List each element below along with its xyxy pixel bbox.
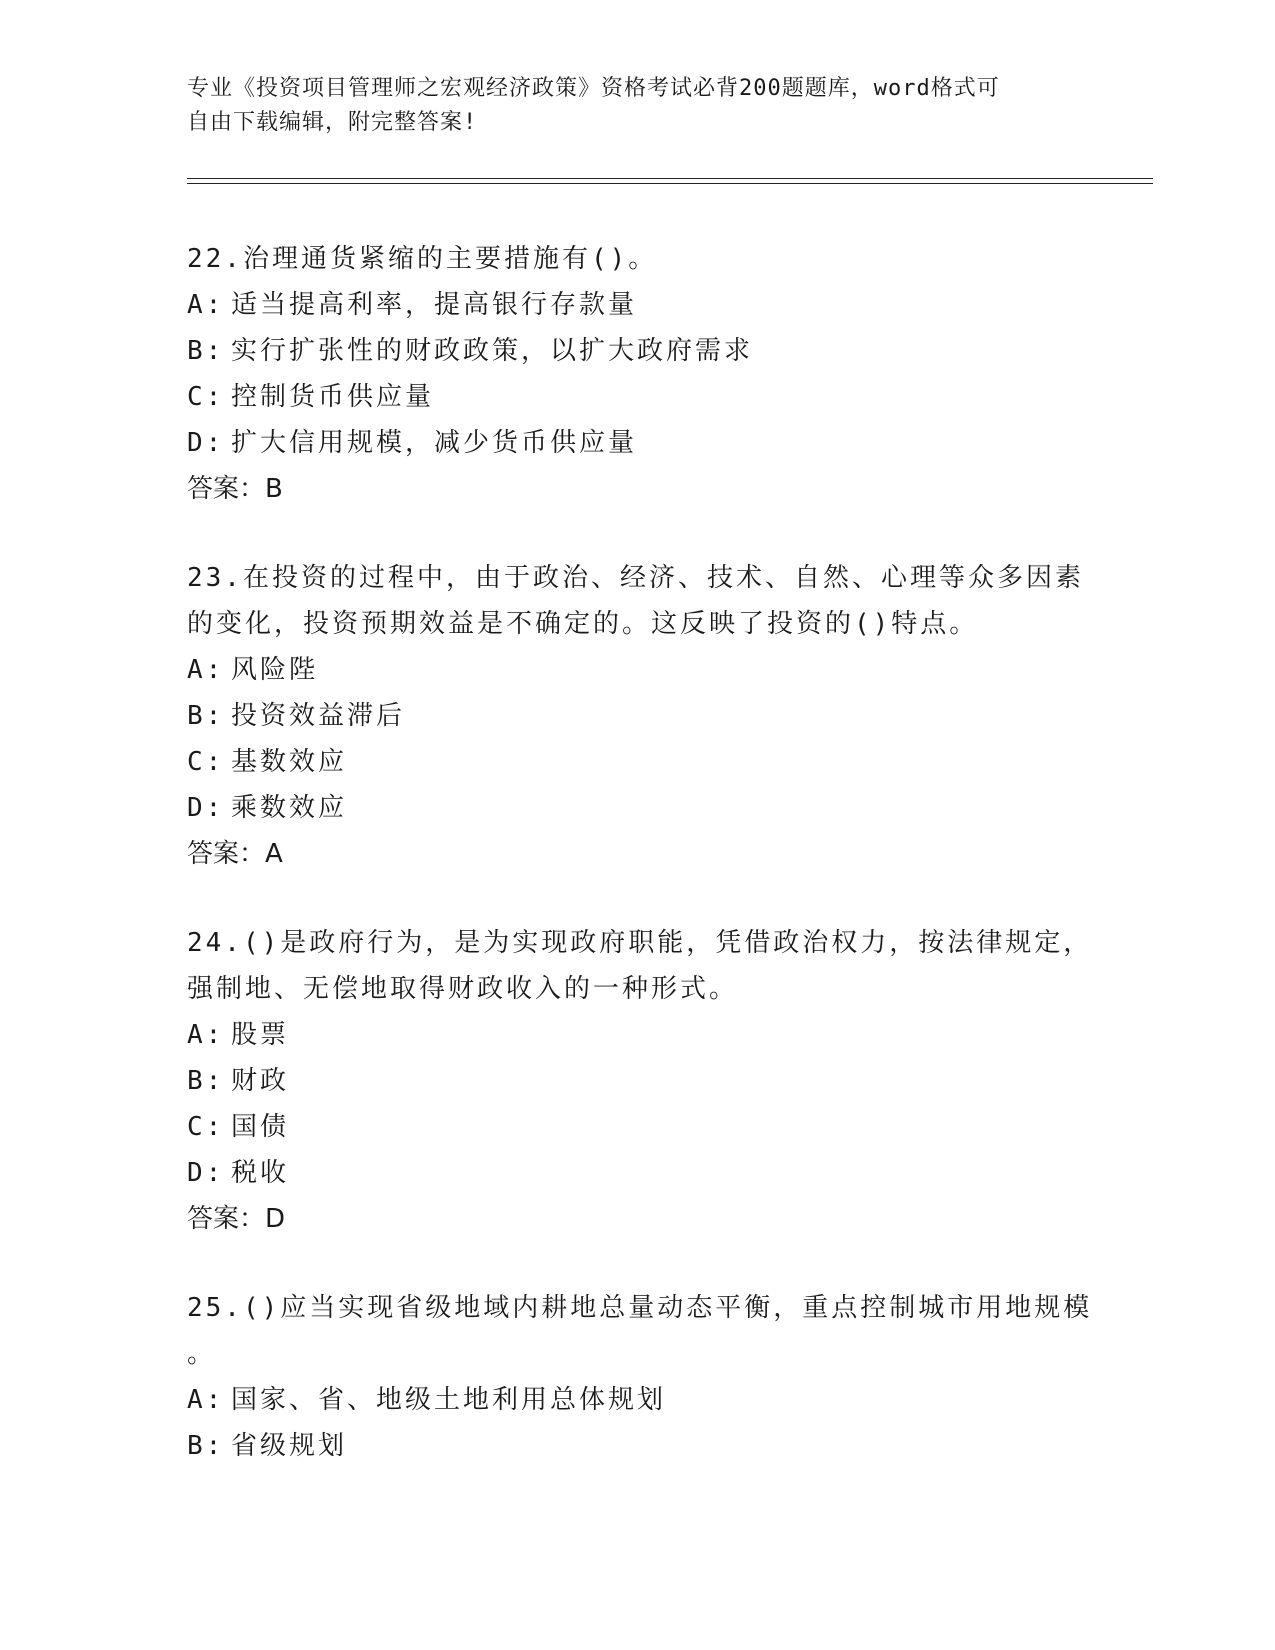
question-24 <box>187 920 1093 1242</box>
option-text: 股票 <box>231 1020 290 1050</box>
option-a <box>187 647 1087 693</box>
option-text: 风险陛 <box>231 655 319 685</box>
option-c <box>187 1104 1087 1150</box>
option-letter: B: <box>187 336 225 366</box>
option-letter: C: <box>187 382 225 412</box>
option-text: 投资效益滞后 <box>231 701 406 731</box>
answer-line: 答案：D <box>187 1204 286 1234</box>
question-stem-line: 的变化，投资预期效益是不确定的。这反映了投资的()特点。 <box>187 609 979 639</box>
option-text: 国债 <box>231 1112 290 1142</box>
option-b <box>187 693 1087 739</box>
option-a <box>187 1377 1087 1423</box>
option-text: 实行扩张性的财政政策，以扩大政府需求 <box>231 336 754 366</box>
option-letter: C: <box>187 747 225 777</box>
option-b <box>187 328 1087 374</box>
option-a <box>187 282 1087 328</box>
option-text: 省级规划 <box>231 1431 348 1461</box>
option-letter: A: <box>187 1385 225 1415</box>
question-23 <box>187 555 1087 877</box>
option-letter: D: <box>187 428 225 458</box>
option-letter: B: <box>187 701 225 731</box>
header-divider-top <box>187 178 1153 179</box>
answer-line: 答案：A <box>187 839 283 869</box>
option-text: 国家、省、地级土地利用总体规划 <box>231 1385 667 1415</box>
option-c <box>187 374 1087 420</box>
option-b <box>187 1058 1087 1104</box>
question-stem-line: 25.()应当实现省级地域内耕地总量动态平衡，重点控制城市用地规模 <box>187 1293 1093 1323</box>
question-25 <box>187 1285 1093 1469</box>
option-text: 基数效应 <box>231 747 348 777</box>
question-22 <box>187 236 1087 512</box>
option-d <box>187 785 1087 831</box>
header-divider-bottom <box>187 183 1153 184</box>
question-stem-line: 23.在投资的过程中，由于政治、经济、技术、自然、心理等众多因素 <box>187 563 1084 593</box>
option-letter: A: <box>187 655 225 685</box>
option-text: 扩大信用规模，减少货币供应量 <box>231 428 638 458</box>
option-letter: C: <box>187 1112 225 1142</box>
header-line-1: 专业《投资项目管理师之宏观经济政策》资格考试必背200题题库，word格式可 <box>187 76 1000 101</box>
option-letter: B: <box>187 1066 225 1096</box>
option-letter: D: <box>187 1158 225 1188</box>
option-text: 适当提高利率，提高银行存款量 <box>231 290 638 320</box>
option-letter: A: <box>187 1020 225 1050</box>
option-a <box>187 1012 1087 1058</box>
question-stem-line: 22.治理通货紧缩的主要措施有()。 <box>187 244 658 274</box>
option-d <box>187 1150 1087 1196</box>
option-d <box>187 420 1087 466</box>
option-letter: D: <box>187 793 225 823</box>
question-stem-line: 24.()是政府行为，是为实现政府职能，凭借政治权力，按法律规定， <box>187 928 1093 958</box>
option-letter: B: <box>187 1431 225 1461</box>
option-text: 财政 <box>231 1066 290 1096</box>
option-c <box>187 739 1087 785</box>
option-text: 税收 <box>231 1158 290 1188</box>
question-stem-line: 强制地、无偿地取得财政收入的一种形式。 <box>187 974 739 1004</box>
question-list <box>187 236 1093 1469</box>
option-b <box>187 1423 1087 1469</box>
option-text: 控制货币供应量 <box>231 382 435 412</box>
answer-line: 答案：B <box>187 474 283 504</box>
question-stem-line: 。 <box>187 1339 217 1369</box>
document-header <box>187 72 1067 140</box>
header-line-2: 自由下载编辑，附完整答案! <box>187 110 478 135</box>
option-letter: A: <box>187 290 225 320</box>
option-text: 乘数效应 <box>231 793 348 823</box>
